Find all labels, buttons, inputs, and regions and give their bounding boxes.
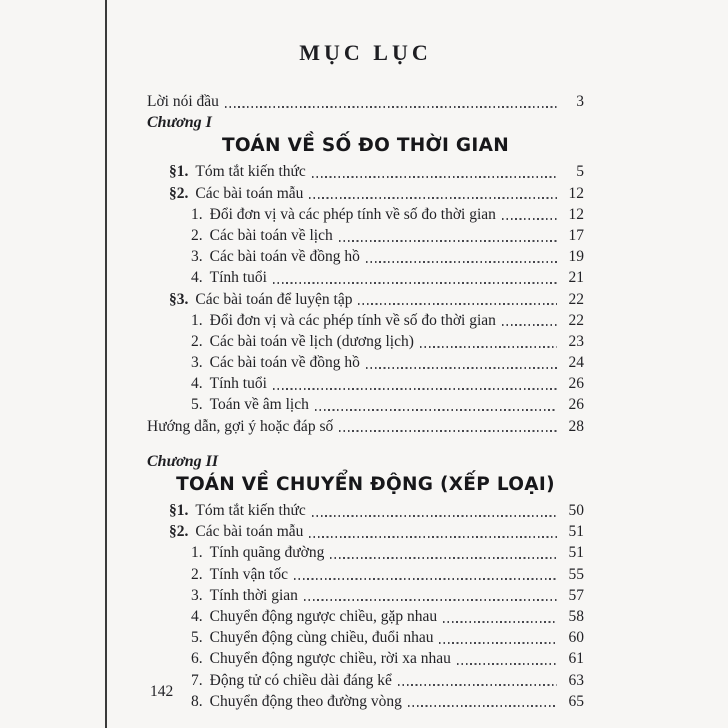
toc-entry-number: 1. [191, 205, 203, 223]
toc-entry-number: 5. [191, 629, 203, 647]
toc-entry [147, 310, 584, 331]
toc-entry-label: Toán về âm lịch [209, 396, 309, 414]
toc-entry-label: Chuyển động ngược chiều, rời xa nhau [209, 650, 451, 668]
toc-entry-page: 22 [568, 290, 584, 308]
chapter-title: TOÁN VỀ CHUYỂN ĐỘNG (XẾP LOẠI) [176, 474, 555, 495]
toc-entry-label: Các bài toán mẫu [195, 184, 304, 202]
toc-entry [147, 585, 584, 606]
toc-dot-leader [451, 648, 560, 669]
toc-entry-label: Các bài toán mẫu [195, 523, 304, 541]
toc-dot-leader [352, 289, 560, 310]
toc-entry-page: 61 [568, 650, 584, 668]
toc-entry-label: Hướng dẫn, gợi ý hoặc đáp số [147, 417, 334, 435]
toc-entry-page: 28 [568, 417, 584, 435]
toc-dot-leader [360, 352, 560, 373]
toc-entry-page: 51 [568, 523, 584, 541]
toc-entry [147, 183, 584, 204]
toc-entry-number: §2. [169, 523, 189, 541]
toc-entry-number: 3. [191, 586, 203, 604]
toc-dot-leader [437, 606, 560, 627]
toc-entry-label: Tính quãng đường [209, 544, 325, 562]
toc-entry-number: 3. [191, 248, 203, 266]
toc-entry-page: 5 [576, 163, 584, 181]
toc-entry [147, 373, 584, 394]
toc-entry-page: 58 [568, 607, 584, 625]
toc-dot-leader [433, 627, 560, 648]
toc-entry-number: §1. [169, 163, 189, 181]
toc-dot-leader [496, 310, 560, 331]
toc-dot-leader [324, 542, 560, 563]
folio-page-number: 142 [150, 683, 174, 700]
toc-entry-number: 1. [191, 311, 203, 329]
toc-entry [147, 204, 584, 225]
toc-dot-leader [298, 585, 560, 606]
toc-entry-label: Đổi đơn vị và các phép tính về số đo thời gian [209, 311, 496, 329]
toc-entry [147, 648, 584, 669]
toc-entry-label: Các bài toán về lịch (dương lịch) [209, 332, 414, 350]
toc-entry [147, 416, 584, 437]
toc-entry-number: 6. [191, 650, 203, 668]
toc-entry-page: 26 [568, 375, 584, 393]
toc-entry-page: 51 [568, 544, 584, 562]
toc-entry [147, 161, 584, 182]
page-edge-line [105, 0, 107, 728]
toc-entry-page: 60 [568, 629, 584, 647]
toc-dot-leader [414, 331, 560, 352]
toc-entry-number: 3. [191, 354, 203, 372]
toc-entry-label: Tóm tắt kiến thức [195, 502, 306, 519]
toc-entry-page: 22 [568, 311, 584, 329]
toc-entry-page: 19 [568, 248, 584, 266]
toc-entry-page: 63 [568, 671, 584, 689]
toc-entry-page: 17 [568, 226, 584, 244]
toc-dot-leader [496, 204, 560, 225]
toc-entry-page: 23 [568, 332, 584, 350]
toc-entry-label: Đổi đơn vị và các phép tính về số đo thời gian [209, 205, 496, 223]
toc-dot-leader [303, 521, 560, 542]
toc-entry-number: 4. [191, 607, 203, 625]
toc-entry [147, 352, 584, 373]
toc-entry-label: Các bài toán để luyện tập [195, 290, 353, 308]
toc-dot-leader [306, 500, 560, 521]
toc-entry-number: 8. [191, 692, 203, 710]
toc-dot-leader [306, 161, 560, 182]
toc-entry [147, 394, 584, 415]
toc-dot-leader [303, 183, 560, 204]
toc-entry [147, 500, 584, 521]
toc-dot-leader [309, 394, 560, 415]
toc-entry-label: Động tử có chiều dài đáng kể [209, 671, 392, 689]
toc-entry-label: Tính tuổi [209, 375, 267, 393]
toc-entry-page: 26 [568, 396, 584, 414]
chapter-title: TOÁN VỀ SỐ ĐO THỜI GIAN [221, 135, 509, 157]
toc-entry-page: 50 [568, 502, 584, 519]
toc-entry-label: Tính vận tốc [209, 565, 288, 583]
toc-entry [147, 267, 584, 288]
toc-dot-leader [267, 267, 560, 288]
toc-entry [147, 606, 584, 627]
toc-entry-label: Các bài toán về đồng hồ [209, 354, 360, 372]
toc-entry-page: 57 [568, 586, 584, 604]
toc-entry [147, 521, 584, 542]
toc-entry-page: 55 [568, 565, 584, 583]
toc-entry-number: 2. [191, 226, 203, 244]
toc-entry-page: 21 [568, 269, 584, 287]
toc-dot-leader [360, 246, 560, 267]
chapter-label: Chương I [147, 114, 212, 132]
toc-entry-number: 7. [191, 671, 203, 689]
toc-entry-number: 2. [191, 565, 203, 583]
toc-entry-label: Chuyển động theo đường vòng [209, 692, 402, 710]
toc-dot-leader [392, 670, 560, 691]
toc-dot-leader [288, 564, 560, 585]
chapter-label: Chương II [147, 452, 219, 470]
toc-entry-label: Các bài toán về đồng hồ [209, 248, 360, 266]
toc-content [147, 40, 584, 712]
toc-entry [147, 289, 584, 310]
toc-entry-number: 1. [191, 544, 203, 562]
toc-entry [147, 564, 584, 585]
toc-entry-page: 12 [568, 205, 584, 223]
toc-entry-number: 2. [191, 332, 203, 350]
toc-dot-leader [333, 225, 560, 246]
toc-entry [147, 627, 584, 648]
toc-entry-label: Các bài toán về lịch [209, 226, 333, 244]
toc-list [147, 91, 584, 712]
toc-entry-label: Tóm tắt kiến thức [195, 163, 306, 181]
toc-entry-number: §1. [169, 502, 189, 519]
toc-dot-leader [267, 373, 560, 394]
toc-entry-number: 5. [191, 396, 203, 414]
toc-entry-label: Tính thời gian [209, 586, 298, 604]
toc-entry [147, 225, 584, 246]
toc-entry [147, 691, 584, 712]
toc-entry [147, 670, 584, 691]
toc-entry-number: §3. [169, 290, 189, 308]
toc-entry-label: Chuyển động cùng chiều, đuổi nhau [209, 629, 434, 647]
toc-entry-number: 4. [191, 375, 203, 393]
toc-entry-label: Chuyển động ngược chiều, gặp nhau [209, 607, 438, 625]
toc-entry [147, 542, 584, 563]
toc-entry [147, 91, 584, 112]
toc-entry-number: 4. [191, 269, 203, 287]
toc-dot-leader [402, 691, 560, 712]
toc-entry [147, 246, 584, 267]
toc-entry-page: 3 [576, 93, 584, 110]
page-title: MỤC LỤC [299, 40, 432, 65]
toc-entry [147, 331, 584, 352]
toc-entry-label: Tính tuổi [209, 269, 267, 287]
toc-dot-leader [219, 91, 560, 112]
toc-entry-number: §2. [169, 184, 189, 202]
toc-entry-label: Lời nói đầu [147, 93, 219, 110]
toc-entry-page: 24 [568, 354, 584, 372]
toc-entry-page: 65 [568, 692, 584, 710]
toc-entry-page: 12 [568, 184, 584, 202]
toc-dot-leader [333, 416, 560, 437]
